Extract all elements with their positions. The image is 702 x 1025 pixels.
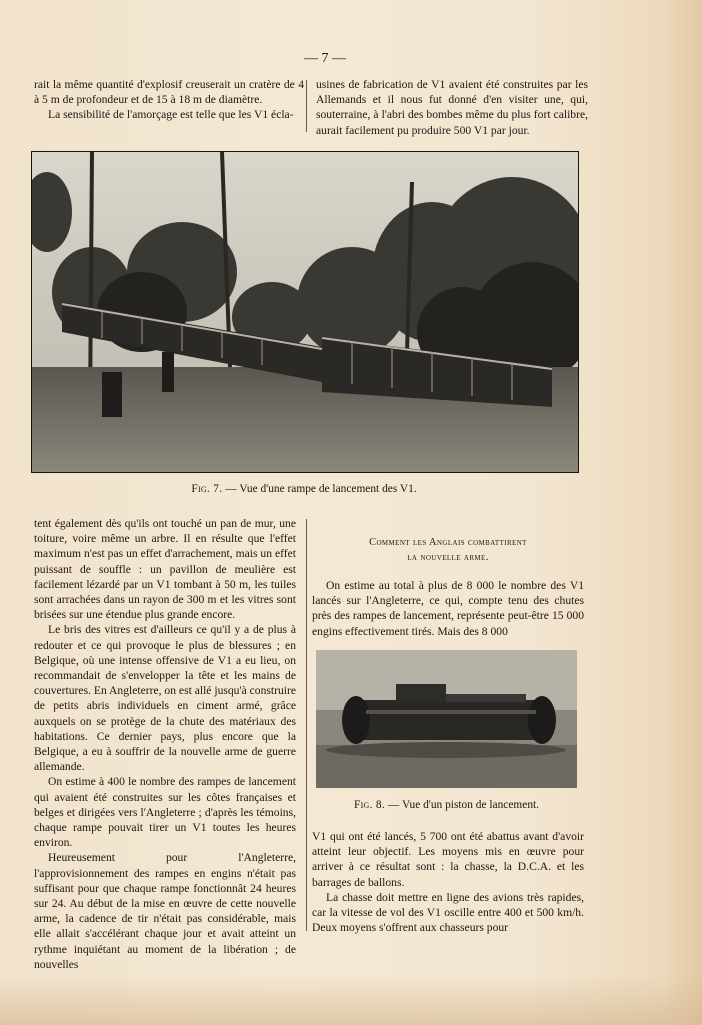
figure-8-caption (316, 799, 577, 811)
section-heading (312, 535, 584, 565)
paragraph: On estime à 400 le nombre des rampes de lancement qui avaient été construites sur les côtes françaises et belges et dirigées vers l'Angleterre ; d'après les témoins, chaque rampe pouvait tirer un V1 toutes les heures environ. (34, 775, 296, 850)
column-right-top (316, 77, 588, 138)
paper-bottom-shading (0, 975, 702, 1025)
figure-7-caption (31, 483, 577, 495)
launch-ramp-photo (32, 152, 578, 472)
paper-edge-shading (662, 0, 702, 1025)
column-left-top (34, 77, 304, 123)
paragraph: Le bris des vitres est d'ailleurs ce qu'il y a de plus à redouter et ce qui provoque le plus de blessures ; en Belgique, où une intense offensive de V1 a eu lieu, on recommandait de s'envelopper la tête et les mains de couvertures. En Angleterre, on est allé jusqu'à construire de petits abris individuels en ciment armé, grâce auxquels on se protège de la chute des matériaux des habitations. Ce dernier pays, plus encore que la Belgique, a eu à souffrir de la nouvelle arme de guerre allemande. (34, 623, 296, 774)
section-heading-line2: la nouvelle arme. (407, 552, 489, 563)
column-divider-lower (306, 519, 307, 931)
paragraph: V1 qui ont été lancés, 5 700 ont été abattus avant d'avoir atteint leur objectif. Les moyens mis en œuvre pour arriver à ce résultat sont : la chasse, la D.C.A. et les barrages de ballons. (312, 830, 584, 889)
paragraph: On estime au total à plus de 8 000 le nombre des V1 lancés sur l'Angleterre, ce qui, compte tenu des chutes près des rampes de lancement, représente peut-être 15 000 engins effectivement tirés. Mais des 8 000 (312, 579, 584, 638)
figure-8-label: Fig. 8. (353, 799, 386, 811)
paragraph: La sensibilité de l'amorçage est telle que les V1 écla- (48, 108, 294, 122)
column-right-mid (312, 578, 584, 639)
figure-8-caption-text: — Vue d'un piston de lancement. (385, 799, 540, 811)
paragraph: usines de fabrication de V1 avaient été construites par les Allemands et il nous fut donné d'en visiter une, qui, souterraine, à l'abri des bombes même du plus fort calibre, aurait facilement pu produire 500 V1 par jour. (316, 78, 588, 137)
figure-8-photo (316, 650, 577, 788)
column-left-lower (34, 516, 296, 972)
page-number: — 7 — (304, 51, 346, 66)
section-heading-line1: Comment les Anglais combattirent (369, 537, 527, 548)
figure-7-caption-text: — Vue d'une rampe de lancement des V1. (222, 483, 417, 495)
paragraph: rait la même quantité d'explosif creuserait un cratère de 4 à 5 m de profondeur et de 15 à 18 m de diamètre. (34, 78, 304, 107)
paragraph: tent également dès qu'ils ont touché un pan de mur, une toiture, voire même un arbre. Il en résulte que l'effet maximum n'est pas un effet d'arrachement, mais un effet puissant de souffle : un pavillon de meulière est facilement lézardé par un V1 tombant à 50 m, les tuiles sont arrachées dans un rayon de 300 m et les vitres sont brisées sur une étendue plus grande encore. (34, 517, 296, 622)
column-divider-top (306, 80, 307, 132)
paragraph: Heureusement pour l'Angleterre, l'approvisionnement des rampes en engins n'était pas suffisant pour que chaque rampe fonctionnât 24 heures sur 24. Au début de la mise en œuvre de cette nouvelle arme, la cadence de tir n'était pas considérable, mais elle allait s'accélérant chaque jour et avait atteint un rythme inquiétant au moment de la libération ; de nouvelles (34, 851, 296, 971)
paragraph: La chasse doit mettre en ligne des avions très rapides, car la vitesse de vol des V1 oscille entre 400 et 500 km/h. Deux moyens s'offrent aux chasseurs pour (312, 890, 584, 935)
launch-piston-photo (316, 650, 577, 788)
column-right-lower (312, 829, 584, 935)
figure-7-label: Fig. 7. (191, 483, 223, 495)
figure-7-photo (31, 151, 579, 473)
